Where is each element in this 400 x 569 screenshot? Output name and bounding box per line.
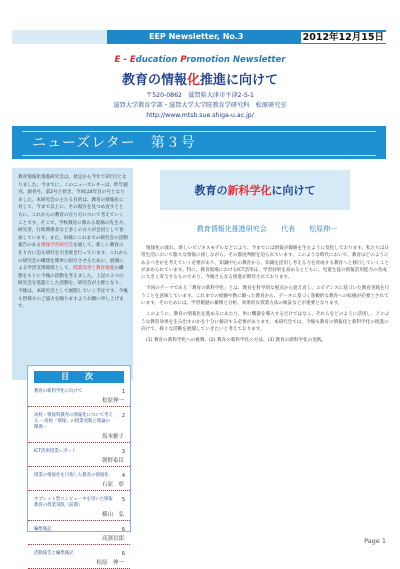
byline-role: 代表 (281, 225, 295, 233)
brand-line: E - Education Promotion Newsletter (114, 55, 286, 65)
lab-url-link[interactable]: http://www.mtsb.sue.shiga-u.ac.jp/ (146, 112, 254, 119)
toc-item[interactable]: 編集後記 6 高濱信郎 (28, 527, 130, 545)
toc-item[interactable]: タブレット型コンピュータを用いた情報教育の授業実践（前期） 5 横山 弘 (28, 497, 130, 521)
toc-item[interactable]: 授業の情報化を目指した教育の情報化 4 石原 彰 (28, 473, 130, 491)
lab-name: 滋賀大学教育学部・滋賀大学大学院教育学研究科 松原研究室 (113, 102, 287, 109)
header-bar-light (12, 30, 107, 44)
newsletter-label: EEP Newsletter, No.3 (107, 30, 386, 44)
byline-org: 教育情報化推進研究会 (196, 225, 267, 233)
intro-text: 教育情報化推進研究会は、発足から今年で3年目となりました。今までに、このニューズレターは、昨年創刊、創刊号、第2号と続き、今回は4年目の号となりました。本研究会の主たる目的は、教育の情報化に対して、今まで以上に、その現在を見つめ直すとともに、これからの教育の在り方について考えていくことです。そこで、学校教育に関わる現場の先生方、研究者、行政関係者など多くの方々が会員として参加しています。また、同様にこれまでの研究会の活動報告のある情報学習研究会を通して、新しい教育の在り方に迫る研究を引き続き行っています。これからの研究会の構想を簡単に紹介させるために、展開による学習支援環境として、授業改善と教育推進の構想をもとに今後の活動を考えました。上記の２つの研究会を基盤とした活動を、研究会が主催となり、今後は、本研究会として展開していく予定です。今後も皆様方のご協力を賜りますようお願い申し上げます。 (18, 175, 128, 310)
main-title: 教育の情報化推進に向けて (121, 73, 279, 88)
article-paragraph: (1) 教育の新科学化への挑戦、(2) 教育の新科学化の方法、(3) 教育の新科学化の実践。 (146, 338, 327, 344)
article-paragraph: このように、教育の情報化を進めるにあたり、単に機器を導入するだけではなく、それらをどのように活用し、どのような教育効果を生み出すのかを十分に検討する必要があります。本研究会では、今後も教育の情報化と新科学化の推進に向けて、様々な活動を展開していきたいと考えております。 (141, 312, 390, 332)
article-title: 教育の新科学化に向けて (194, 184, 316, 197)
intro-panel (12, 168, 133, 380)
toc-item[interactable]: 高校・情報科教育の情報化について考える －高校「情報」の授業実践と理論の関係－ 2 坂本雅子 (28, 413, 130, 443)
table-of-contents (27, 365, 131, 566)
article-title-box (160, 170, 350, 210)
article-byline (140, 224, 394, 234)
page-number: Page 1 (364, 537, 386, 545)
byline-name: 松原伸一 (309, 225, 338, 233)
toc-item[interactable]: ICT活用授業レポート 3 朝野泰臣 (28, 449, 130, 467)
issue-banner-title: ニューズレター 第３号 (22, 131, 376, 156)
toc-item[interactable]: 活動報告と編集後記 6 松原 伸一 (28, 551, 130, 569)
article-paragraph: 今回のテーマである「教育の新科学化」とは、教育を科学的な視点から捉え直し、エビデンスに基づいた教育実践を行うことを意味しています。これまでの経験や勘に頼った教育から、データに基づく客観的な教育への転換が必要とされています。そのためには、学習履歴の蓄積と分析、効果的な授業方法の検証などが重要となります。 (141, 286, 390, 307)
toc-item[interactable]: 教育の新科学化に向けて 1 松原伸一 (28, 389, 130, 407)
toc-heading: 目 次 (34, 371, 124, 383)
article-paragraph: 情報化の流れ、新しいビジネスモデルなどにより、今までには情報が価値を生むように変化しております。私たちは日常生活において膨大な情報に接しながら、その都度判断を迫られています。このような時代において、教育はどのようにあるべきかを考えていく必要があり、知識中心の教育から、知識を活用し考える力を育成する教育へと移行していくことが求められています。特に、教育現場におけるICT活用は、学習効果を高めるとともに、児童生徒の情報活用能力の育成に大きく寄与するものであり、今後さらなる推進が期待されております。 (141, 246, 390, 281)
issue-banner (12, 126, 386, 159)
article-body (141, 245, 391, 349)
postal-address: 〒520-0862 滋賀県大津市平津2-5-1 (146, 92, 254, 99)
issue-date: 2012年12月15日 (302, 32, 384, 43)
